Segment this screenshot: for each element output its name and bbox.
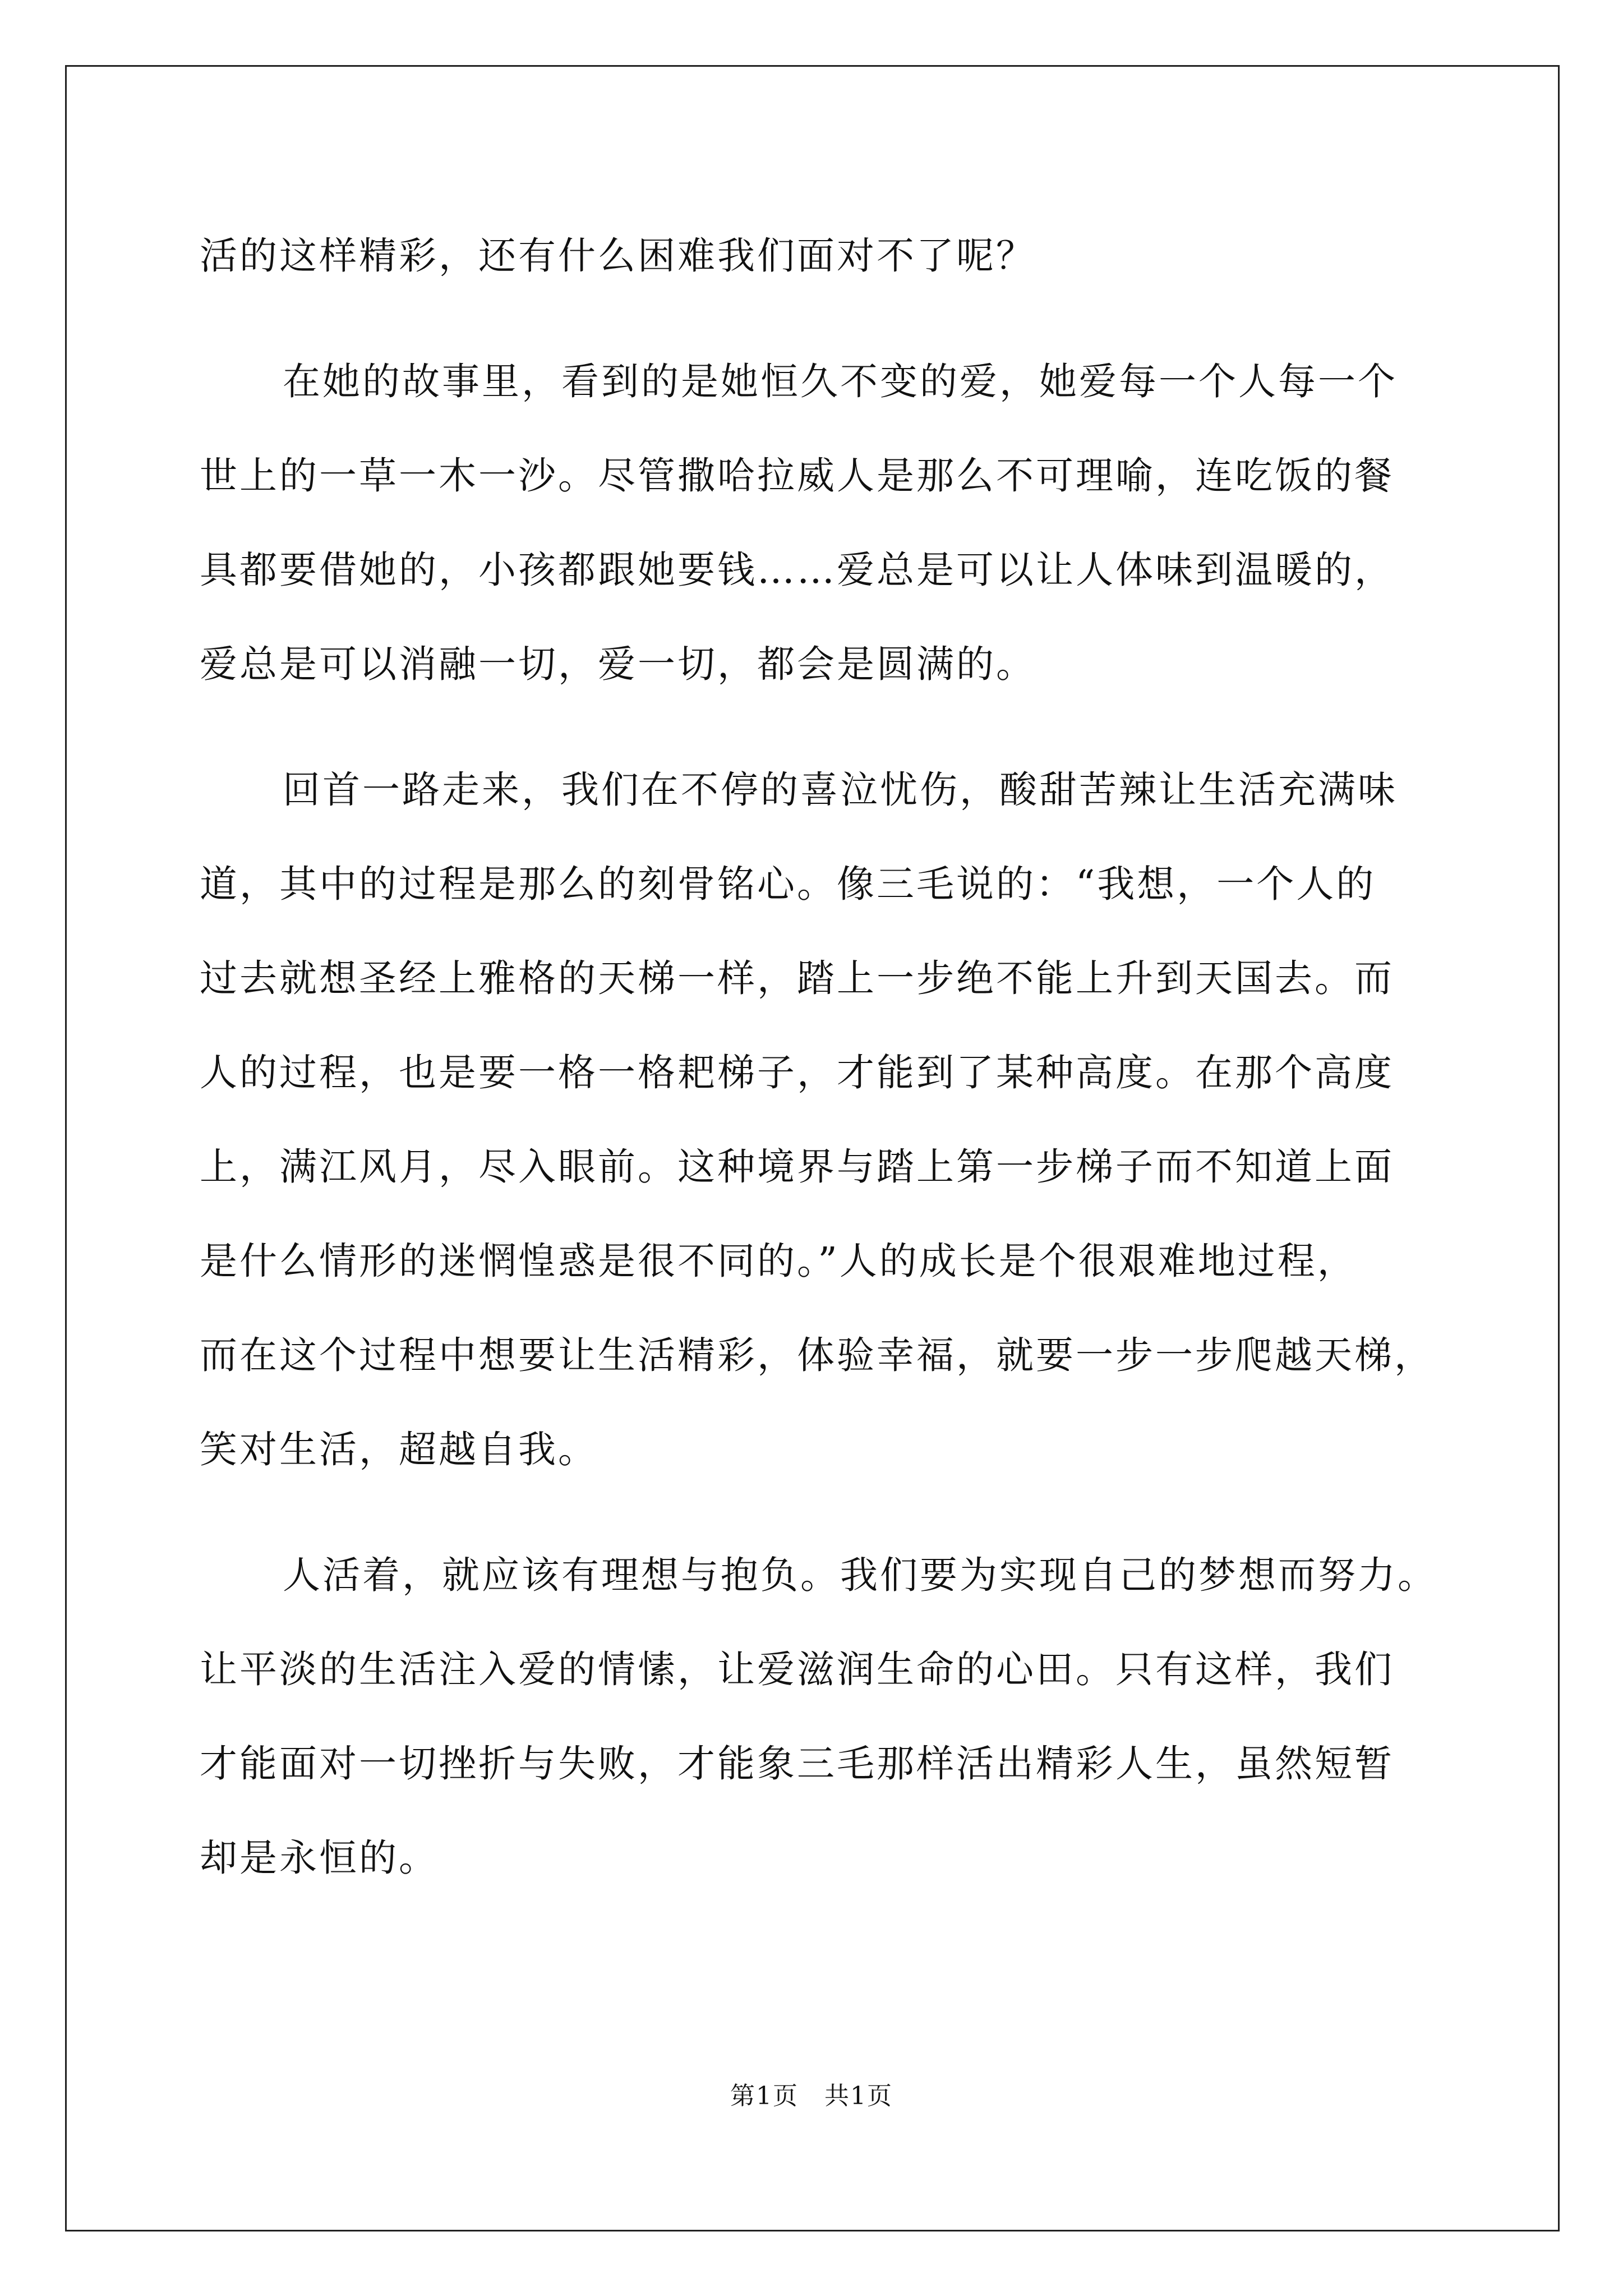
text-line: 笑对生活，超越自我。 <box>200 1428 598 1471</box>
text-line: 活的这样精彩，还有什么困难我们面对不了呢？ <box>200 234 1036 278</box>
text-line: 爱总是可以消融一切，爱一切，都会是圆满的。 <box>200 642 1036 686</box>
text-line: 而在这个过程中想要让生活精彩，体验幸福，就要一步一步爬越天梯， <box>200 1333 1434 1377</box>
text-line: 道，其中的过程是那么的刻骨铭心。像三毛说的：“我想，一个人的 <box>200 862 1376 906</box>
paragraph-first-line: 在她的故事里，看到的是她恒久不变的爱，她爱每一个人每一个 <box>283 360 1398 403</box>
text-line: 才能面对一切挫折与失败，才能象三毛那样活出精彩人生，虽然短暂 <box>200 1742 1394 1786</box>
text-line: 让平淡的生活注入爱的情愫，让爱滋润生命的心田。只有这样，我们 <box>200 1648 1394 1691</box>
text-line: 世上的一草一木一沙。尽管撒哈拉威人是那么不可理喻，连吃饭的餐 <box>200 454 1394 498</box>
paragraph-first-line: 回首一路走来，我们在不停的喜泣忧伤，酸甜苦辣让生活充满味 <box>283 768 1398 812</box>
text-line: 人的过程，也是要一格一格耙梯子，才能到了某种高度。在那个高度 <box>200 1051 1394 1094</box>
text-line: 是什么情形的迷惘惶惑是很不同的。”人的成长是个很艰难地过程， <box>200 1239 1357 1283</box>
document-body <box>200 209 1437 1905</box>
text-line: 却是永恒的。 <box>200 1836 439 1880</box>
page-footer: 第1页 共1页 <box>730 2082 893 2110</box>
text-line: 具都要借她的，小孩都跟她要钱……爱总是可以让人体味到温暖的， <box>200 548 1394 592</box>
paragraph-first-line: 人活着，就应该有理想与抱负。我们要为实现自己的梦想而努力。 <box>283 1553 1437 1597</box>
text-line: 过去就想圣经上雅格的天梯一样，踏上一步绝不能上升到天国去。而 <box>200 956 1394 1000</box>
text-line: 上，满江风月，尽入眼前。这种境界与踏上第一步梯子而不知道上面 <box>200 1145 1394 1189</box>
